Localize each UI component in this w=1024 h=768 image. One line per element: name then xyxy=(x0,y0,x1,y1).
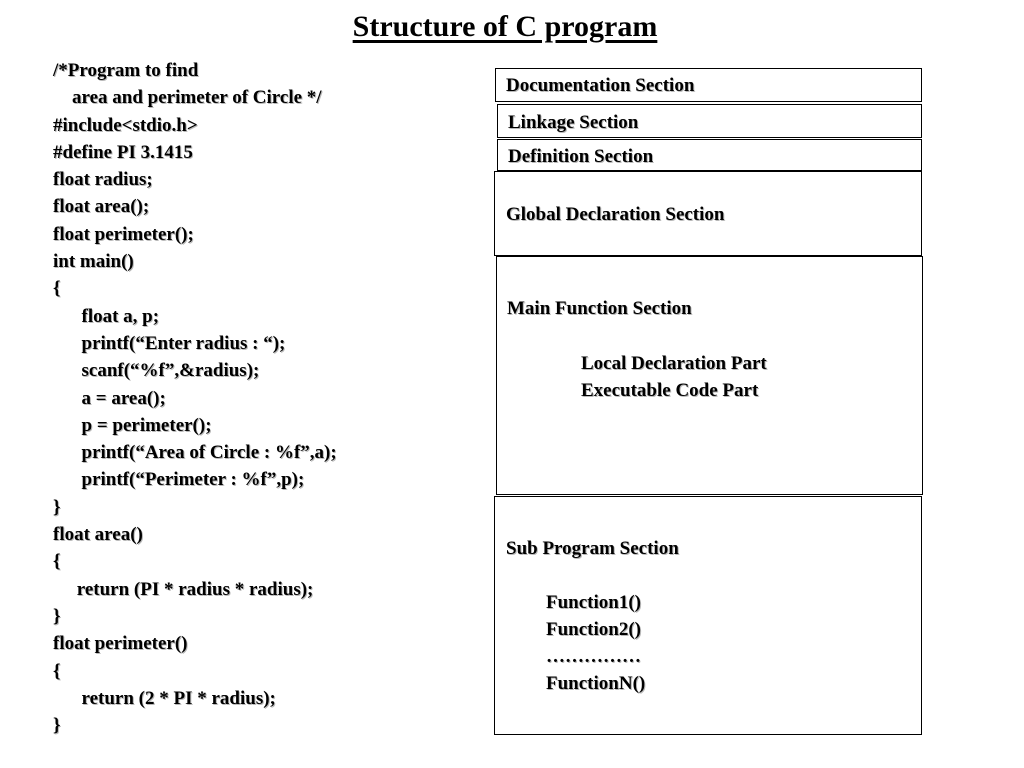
code-line: } xyxy=(53,496,61,518)
code-line: scanf(“%f”,&radius); xyxy=(53,360,260,382)
documentation-section-box xyxy=(495,68,922,102)
code-line: float a, p; xyxy=(53,305,160,327)
code-line: #define PI 3.1415 xyxy=(53,141,193,163)
code-line: { xyxy=(53,551,61,573)
code-line: printf(“Enter radius : “); xyxy=(53,332,286,354)
code-line: printf(“Area of Circle : %f”,a); xyxy=(53,442,337,464)
function-n-label: FunctionN() xyxy=(546,673,646,694)
global-declaration-section-box xyxy=(494,171,922,256)
documentation-section-label: Documentation Section xyxy=(506,75,695,96)
sub-program-section-label: Sub Program Section xyxy=(506,538,679,559)
global-declaration-section-label: Global Declaration Section xyxy=(506,204,725,225)
code-line: } xyxy=(53,605,61,627)
code-line: { xyxy=(53,660,61,682)
main-function-section-box xyxy=(496,256,923,495)
definition-section-box xyxy=(497,139,922,171)
code-line: /*Program to find xyxy=(53,60,199,81)
linkage-section-box xyxy=(497,104,922,138)
code-line: return (PI * radius * radius); xyxy=(53,578,314,600)
function-2-label: Function2() xyxy=(546,619,641,640)
code-line: p = perimeter(); xyxy=(53,414,212,436)
code-line: float perimeter(); xyxy=(53,223,194,245)
main-function-section-label: Main Function Section xyxy=(507,298,692,319)
executable-code-part-label: Executable Code Part xyxy=(581,380,759,401)
code-line: float area(); xyxy=(53,196,150,218)
code-line: int main() xyxy=(53,251,134,273)
code-line: area and perimeter of Circle */ xyxy=(53,87,322,109)
code-line: float area() xyxy=(53,524,143,546)
code-line: } xyxy=(53,715,61,737)
code-line: a = area(); xyxy=(53,387,166,409)
page-title: Structure of C program xyxy=(352,10,658,43)
linkage-section-label: Linkage Section xyxy=(508,112,639,133)
code-line: { xyxy=(53,278,61,300)
code-line: printf(“Perimeter : %f”,p); xyxy=(53,469,305,491)
sub-program-section-box xyxy=(494,496,922,735)
definition-section-label: Definition Section xyxy=(508,146,654,167)
local-declaration-part-label: Local Declaration Part xyxy=(581,353,767,374)
code-listing xyxy=(53,57,337,739)
code-line: return (2 * PI * radius); xyxy=(53,687,276,709)
code-line: float perimeter() xyxy=(53,633,188,655)
function-ellipsis-label: …………… xyxy=(546,646,641,667)
code-line: #include<stdio.h> xyxy=(53,114,198,136)
code-line: float radius; xyxy=(53,169,153,191)
function-1-label: Function1() xyxy=(546,592,641,613)
